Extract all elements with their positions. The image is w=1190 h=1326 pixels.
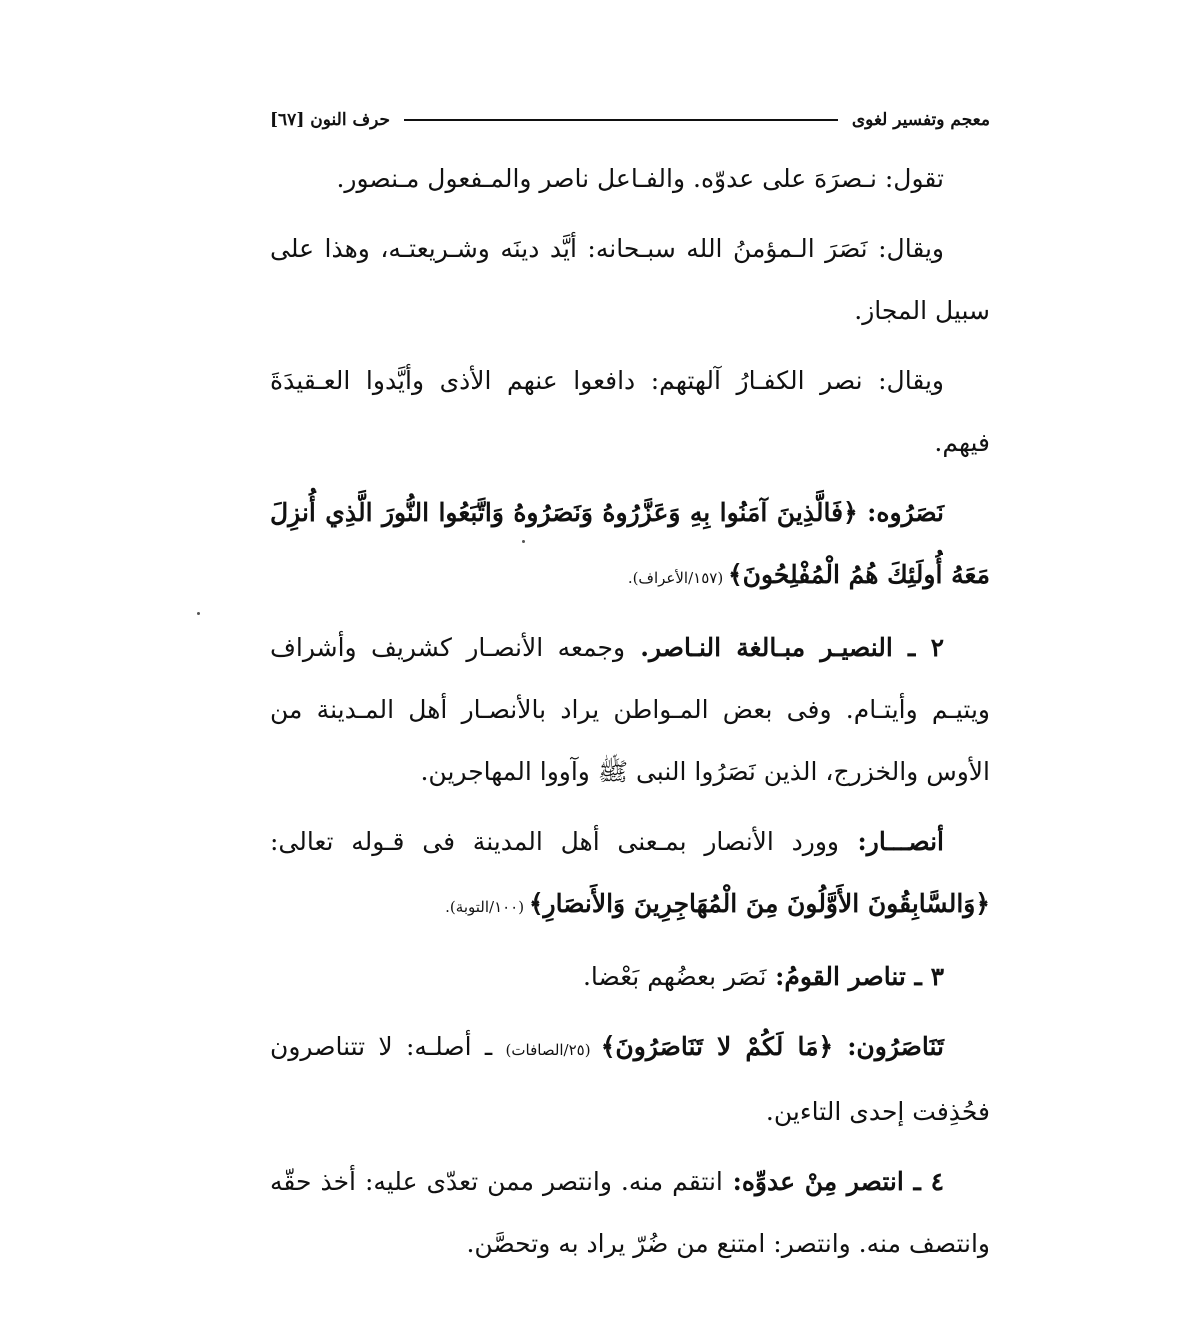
text-run: ويقال: نَصَرَ الـمؤمنُ الله سبـحانه: أيَّد دينَه وشـريعتـه، وهذا على سبيل المجاز. (270, 234, 990, 325)
text-run: وجمعه الأنصـار كشريف وأشراف ويتيـم وأيتـام. وفى بعض المـواطن يراد بالأنصـار أهل المـدينة من الأوس والخزرج، الذين نَصَرُوا النبى ﷺ وآووا المهاجرين. (270, 633, 990, 786)
paragraph-p7 (270, 946, 990, 1008)
bold-text: ٣ ـ تناصر القومُ: (766, 962, 944, 991)
paragraph-p3 (270, 350, 990, 474)
page-number: [٦٧] (270, 110, 305, 130)
paragraph-gap (270, 342, 990, 350)
body-text (270, 148, 990, 1275)
paragraph-gap (270, 210, 990, 218)
bold-text: ﴿فَالَّذِينَ آمَنُوا بِهِ وَعَزَّرُوهُ وَنَصَرُوهُ وَاتَّبَعُوا النُّورَ الَّذِي أُنزِلَ مَعَهُ أُولَئِكَ هُمُ الْمُفْلِحُونَ﴾ (270, 498, 990, 589)
paragraph-gap (270, 938, 990, 946)
bold-text: نَصَرُوه: (857, 498, 944, 527)
paragraph-gap (270, 803, 990, 811)
paragraph-p1 (270, 148, 990, 210)
book-title: معجم وتفسير لغوى (851, 110, 990, 130)
text-run: وورد الأنصار بمـعنى أهل المدينة فى قـوله تعالى: (270, 827, 839, 856)
bold-text: أنصـــار: (839, 827, 944, 856)
header-rule (404, 119, 838, 121)
text-run: تقول: نـصرَهَ على عدوّه. والفـاعل ناصر والمـفعول مـنصور. (336, 164, 944, 193)
bold-text: ﴿مَا لَكُمْ لا تَنَاصَرُونَ﴾ (600, 1032, 834, 1061)
paragraph-gap (270, 474, 990, 482)
page (270, 100, 990, 1275)
spacer (270, 140, 990, 148)
paragraph-gap (270, 1008, 990, 1016)
paragraph-p8 (270, 1016, 990, 1143)
citation: (٢٥/الصافات) (505, 1041, 601, 1059)
section-title: حرف النون (310, 110, 391, 130)
speck (197, 612, 200, 615)
citation: (١٠٠/التوبة). (445, 898, 529, 916)
paragraph-p6 (270, 811, 990, 938)
paragraph-p9 (270, 1151, 990, 1275)
bold-text: ٤ ـ انتصر مِنْ عدوِّه: (722, 1167, 944, 1196)
paragraph-p2 (270, 218, 990, 342)
paragraph-gap (270, 1143, 990, 1151)
citation: (١٥٧/الأعراف). (627, 569, 728, 587)
text-run: ويقال: نصر الكفـارُ آلهتهم: دافعوا عنهم الأذى وأيَّدوا العـقيدَةَ فيهم. (270, 366, 990, 457)
bold-text: ﴿وَالسَّابِقُونَ الأَوَّلُونَ مِنَ الْمُهَاجِرِينَ وَالأَنصَارِ﴾ (528, 889, 990, 918)
bold-text: تَنَاصَرُون: (833, 1032, 944, 1061)
paragraph-gap (270, 609, 990, 617)
paragraph-p5 (270, 617, 990, 803)
text-run: انتقم منه. وانتصر ممن تعدّى عليه: أخذ حقّه وانتصف منه. وانتصر: امتنع من ضُرّ يراد به وتحصَّن. (270, 1167, 990, 1258)
paragraph-p4 (270, 482, 990, 609)
page-header (270, 100, 990, 140)
text-run: ـ أصلـه: لا تتناصرون فحُذِفت إحدى التاءين. (270, 1032, 990, 1126)
text-run: نَصَر بعضُهم بَعْضا. (582, 962, 767, 991)
bold-text: ٢ ـ النصيـر مبـالغة النـاصر. (625, 633, 944, 662)
header-right-group (270, 110, 390, 130)
